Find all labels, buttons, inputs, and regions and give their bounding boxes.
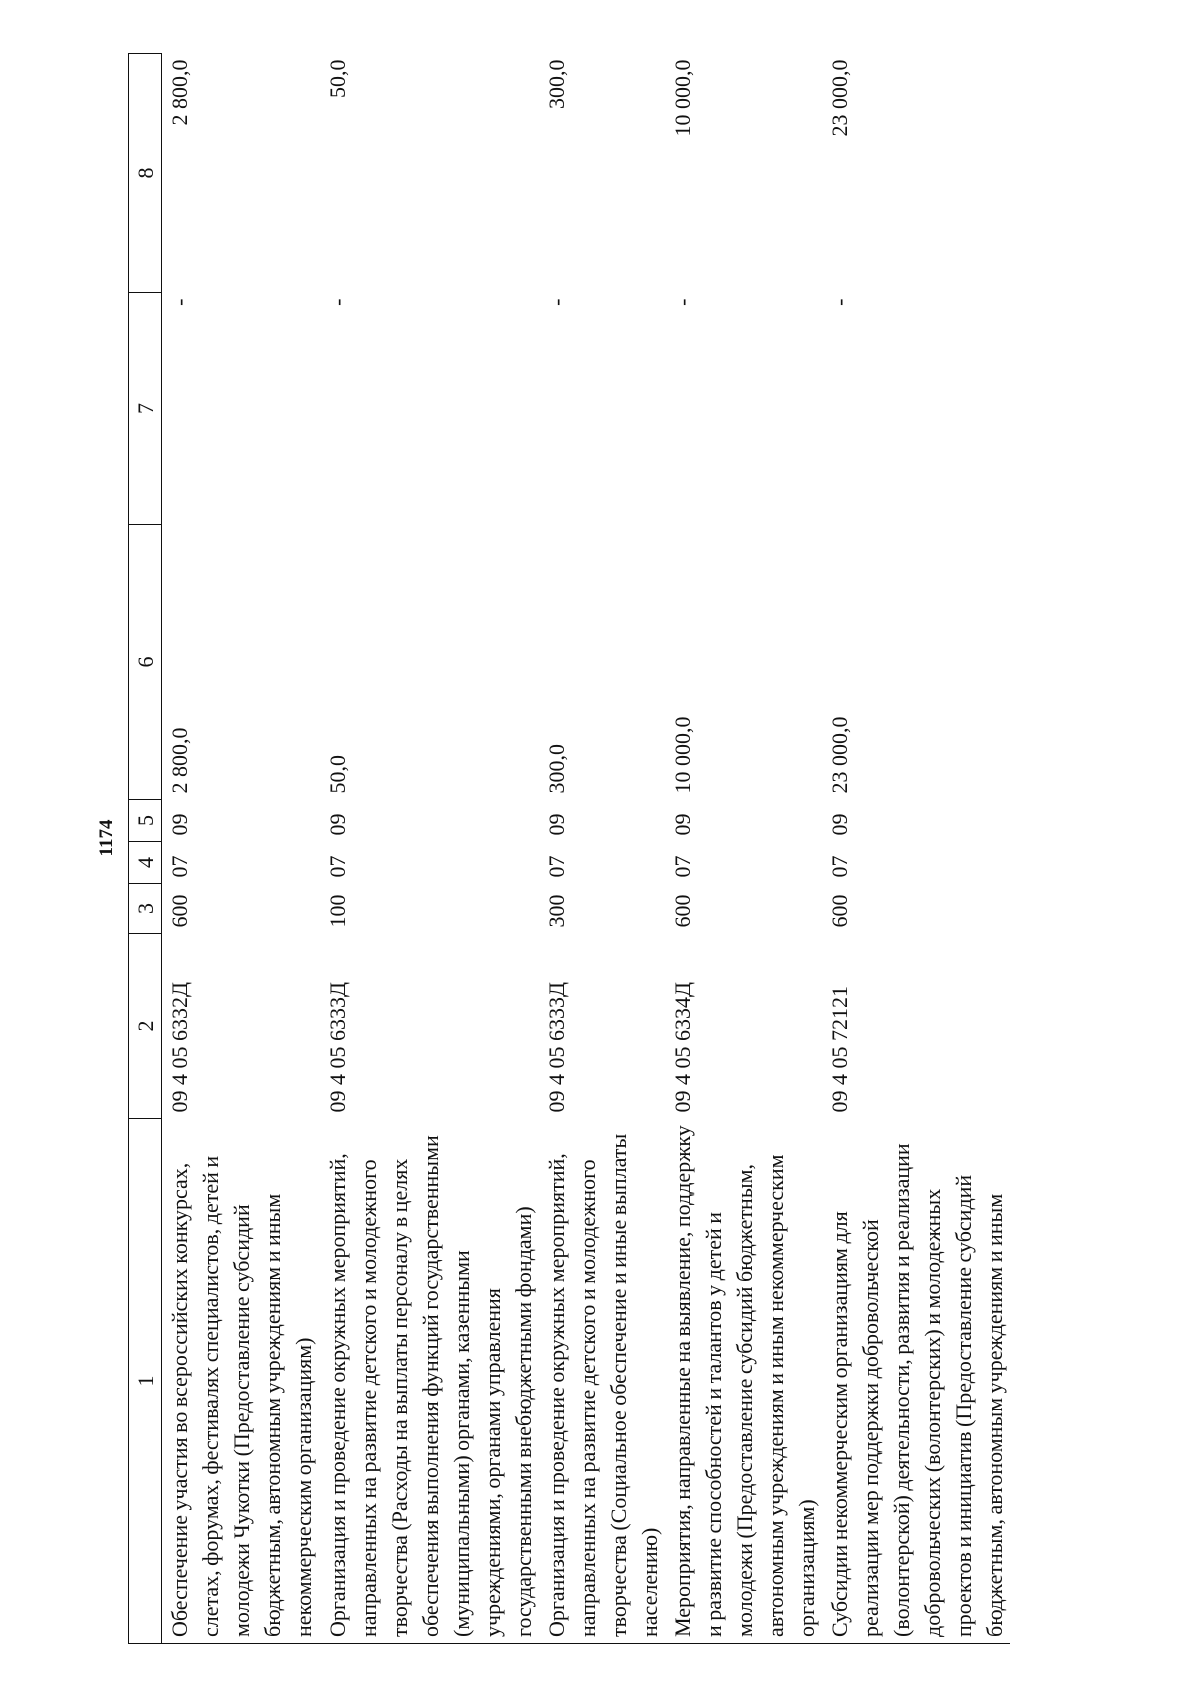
row-col8: 23 000,0 bbox=[827, 59, 852, 137]
row-description: Организация и проведение окружных мероприятий, направленных на развитие детского и молодежного творчества (Расходы на выплаты персоналу в целях обеспечения выполнения функций государственными (муниципальными) органами, казенными учреждениями, органами управления государственными внебюджетными фондами) bbox=[325, 1135, 536, 1637]
header-row bbox=[129, 54, 162, 1644]
row-col3: 600 bbox=[670, 894, 695, 928]
row-col3: 300 bbox=[544, 894, 569, 928]
row-code: 09 4 05 6333Д bbox=[325, 981, 350, 1113]
row-col5: 09 bbox=[167, 813, 192, 836]
row-col7: - bbox=[544, 298, 569, 306]
table-row bbox=[665, 54, 822, 1644]
header-col-6: 6 bbox=[129, 525, 162, 800]
row-description: Мероприятия, направленные на выявление, поддержку и развитие способностей и талантов у детей и молодежи (Предоставление субсидий бюджетным, автономным учреждениям и иным некоммерческим организациям) bbox=[670, 1125, 819, 1637]
row-code: 09 4 05 6332Д bbox=[167, 981, 192, 1113]
row-col4: 07 bbox=[544, 855, 569, 878]
row-col7: - bbox=[827, 298, 852, 306]
row-description: Обеспечение участия во всероссийских конкурсах, слетах, форумах, фестивалях специалистов, детей и молодежи Чукотки (Предоставление субсидий бюджетным, автономным учреждениям и иным некоммерческим организациям) bbox=[167, 1155, 316, 1637]
row-col4: 07 bbox=[670, 855, 695, 878]
table-row bbox=[539, 54, 665, 1644]
row-col5: 09 bbox=[670, 813, 695, 836]
row-code: 09 4 05 6333Д bbox=[544, 981, 569, 1113]
row-col8: 10 000,0 bbox=[670, 59, 695, 137]
row-col7: - bbox=[167, 298, 192, 306]
page-number: 1174 bbox=[96, 819, 117, 857]
table-row bbox=[822, 54, 1010, 1644]
header-col-2: 2 bbox=[129, 934, 162, 1119]
row-col5: 09 bbox=[827, 813, 852, 836]
row-col7: - bbox=[670, 298, 695, 306]
header-col-5: 5 bbox=[129, 800, 162, 842]
row-code: 09 4 05 6334Д bbox=[670, 981, 695, 1113]
budget-table bbox=[128, 53, 1010, 1644]
header-col-8: 8 bbox=[129, 54, 162, 293]
row-col4: 07 bbox=[167, 855, 192, 878]
header-col-7: 7 bbox=[129, 293, 162, 525]
header-col-4: 4 bbox=[129, 842, 162, 884]
row-col6: 23 000,0 bbox=[827, 716, 852, 794]
row-col3: 600 bbox=[167, 894, 192, 928]
row-col6: 50,0 bbox=[325, 755, 350, 794]
row-col3: 100 bbox=[325, 894, 350, 928]
row-col8: 300,0 bbox=[544, 59, 569, 109]
row-col8: 2 800,0 bbox=[167, 59, 192, 126]
row-col5: 09 bbox=[544, 813, 569, 836]
row-col5: 09 bbox=[325, 813, 350, 836]
row-col4: 07 bbox=[827, 855, 852, 878]
row-col6: 2 800,0 bbox=[167, 727, 192, 794]
header-col-3: 3 bbox=[129, 884, 162, 934]
header-col-1: 1 bbox=[129, 1119, 162, 1644]
rotated-table-wrapper bbox=[128, 54, 1073, 1644]
row-description: Организация и проведение окружных мероприятий, направленных на развитие детского и молодежного творчества (Социальное обеспечение и иные выплаты населению) bbox=[544, 1133, 662, 1637]
row-col6: 10 000,0 bbox=[670, 716, 695, 794]
row-col6: 300,0 bbox=[544, 744, 569, 794]
table-row bbox=[162, 54, 320, 1644]
row-col3: 600 bbox=[827, 894, 852, 928]
table-row bbox=[319, 54, 539, 1644]
row-description: Субсидии некоммерческим организациям для реализации мер поддержки добровольческой (волонтерской) деятельности, развития и реализации добровольческих (волонтерских) и молодежных проектов и инициатив (Предоставление субсидий бюджетным, автономным учреждениям и иным bbox=[827, 1143, 1007, 1637]
row-code: 09 4 05 72121 bbox=[827, 986, 852, 1113]
row-col7: - bbox=[325, 298, 350, 306]
row-col4: 07 bbox=[325, 855, 350, 878]
row-col8: 50,0 bbox=[325, 59, 350, 98]
